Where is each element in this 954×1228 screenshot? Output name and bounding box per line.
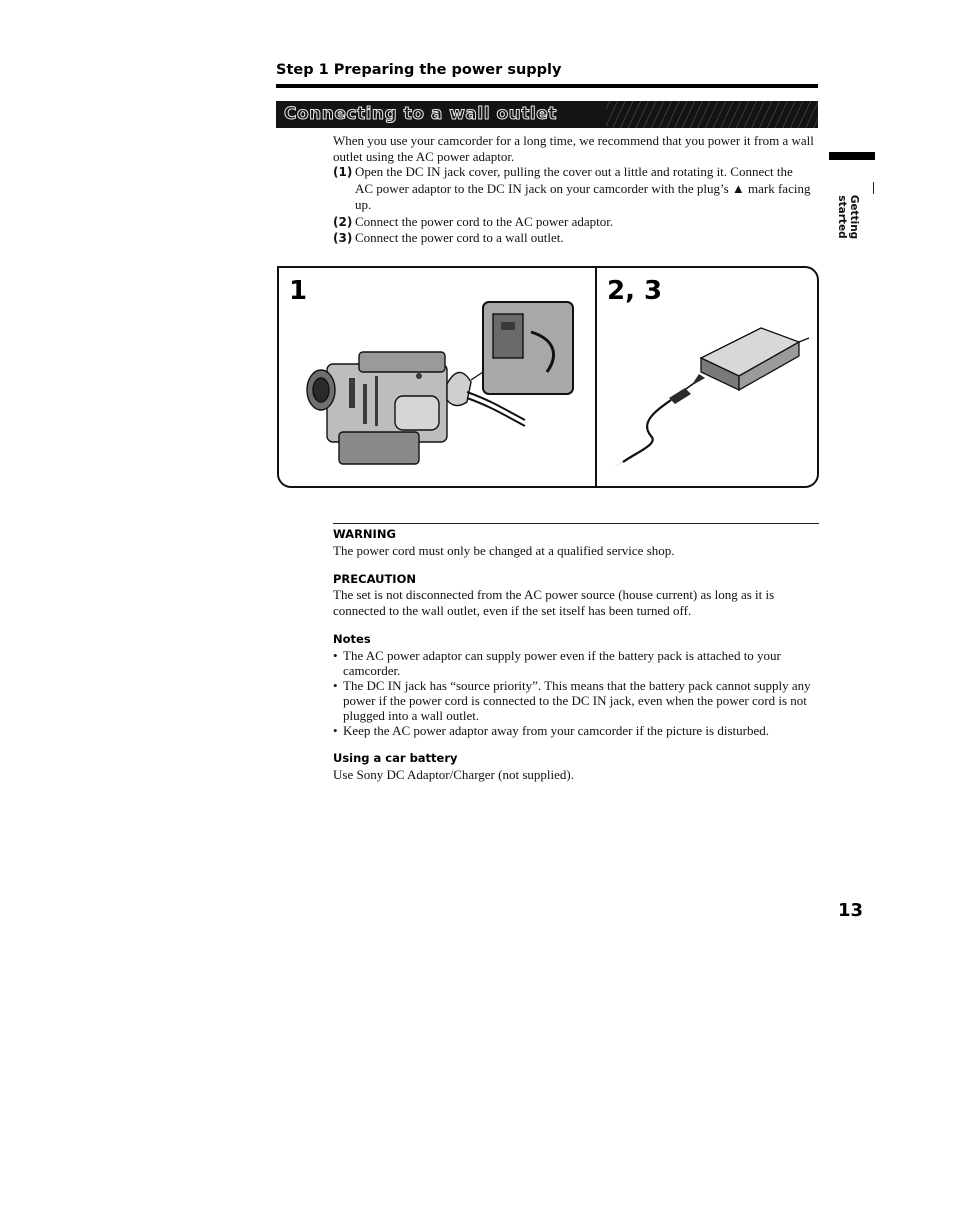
warning-heading: WARNING: [333, 527, 396, 541]
camcorder-illustration: [299, 292, 589, 472]
section-banner: [276, 101, 818, 128]
notes-divider: [333, 523, 819, 524]
step-text: Open the DC IN jack cover, pulling the cover out a little and rotating it. Connect the AC power adaptor to the DC IN jack on your camcorder with the plug’s ▲ mark facing up.: [355, 164, 811, 212]
bullet-icon: •: [333, 678, 338, 693]
car-battery-text: Use Sony DC Adaptor/Charger (not supplied).: [333, 767, 574, 782]
ac-adaptor-illustration: [609, 318, 809, 468]
steps-list: [333, 164, 813, 247]
intro-paragraph: When you use your camcorder for a long time, we recommend that you power it from a wall outlet using the AC power adaptor.: [333, 133, 814, 164]
note-item: [333, 723, 819, 738]
warning-text: The power cord must only be changed at a qualified service shop.: [333, 543, 675, 558]
figure-label-step-1: 1: [289, 276, 308, 306]
notes-list: [333, 648, 819, 738]
note-item: [333, 648, 819, 678]
bullet-icon: •: [333, 723, 338, 738]
notes-heading: Notes: [333, 632, 371, 646]
step-item: [333, 164, 813, 214]
step-text: Connect the power cord to the AC power adaptor.: [355, 213, 614, 229]
note-item: [333, 678, 819, 723]
note-text: The DC IN jack has “source priority”. This means that the battery pack cannot supply any power if the power cord is connected to the DC IN jack, even when the power cord is not plugged into a wall outlet.: [343, 678, 811, 723]
step-number: (3): [333, 231, 353, 245]
step-number: (2): [333, 214, 353, 229]
step-item: [333, 214, 813, 231]
side-tab-label: Getting started: [836, 194, 860, 240]
precaution-text: The set is not disconnected from the AC power source (house current) as long as it is connected to the wall outlet, even if the set itself has been turned off.: [333, 587, 775, 618]
section-title: Connecting to a wall outlet: [284, 104, 557, 124]
side-tab-marker: [829, 152, 875, 160]
step-title: Step 1 Preparing the power supply: [276, 62, 562, 78]
illustration-frame: [277, 266, 819, 488]
figure-label-steps-2-3: 2, 3: [607, 276, 663, 306]
step-item: [333, 230, 813, 247]
title-rule: [276, 84, 818, 88]
step-text: Connect the power cord to a wall outlet.: [355, 230, 564, 245]
bullet-icon: •: [333, 648, 338, 663]
page-number: 13: [838, 900, 864, 921]
step-number: (1): [333, 165, 353, 179]
illustration-divider: [595, 268, 597, 486]
note-text: The AC power adaptor can supply power even if the battery pack is attached to your camcorder.: [343, 648, 781, 678]
car-battery-heading: Using a car battery: [333, 751, 458, 765]
precaution-heading: PRECAUTION: [333, 572, 416, 586]
side-tick: [873, 182, 874, 194]
banner-texture: [606, 101, 818, 128]
note-text: Keep the AC power adaptor away from your camcorder if the picture is disturbed.: [343, 723, 769, 738]
